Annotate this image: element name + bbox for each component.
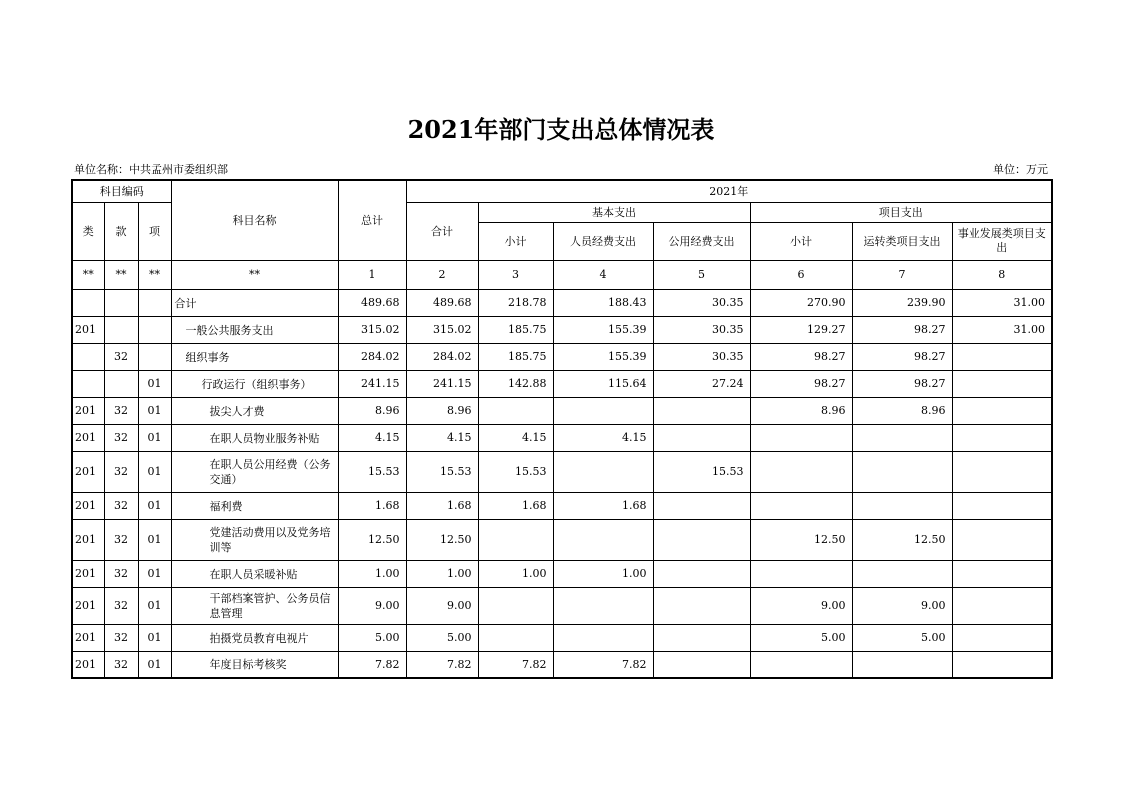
cell-heji: 1.68: [406, 492, 478, 519]
cell-basic-subtotal: 185.75: [478, 316, 553, 343]
cell-transfer: [852, 492, 952, 519]
cell-heji: 315.02: [406, 316, 478, 343]
header-subject-name: 科目名称: [171, 180, 338, 260]
cell-project-subtotal: 98.27: [750, 370, 852, 397]
cell-subject-name: 党建活动费用以及党务培训等: [171, 519, 338, 560]
cell-heji: 4.15: [406, 424, 478, 451]
cell-basic-subtotal: 7.82: [478, 651, 553, 678]
cell-heji: 241.15: [406, 370, 478, 397]
cell-heji: 7.82: [406, 651, 478, 678]
cell-transfer: [852, 424, 952, 451]
cell-xiang: [138, 289, 171, 316]
header-heji: 合计: [406, 202, 478, 260]
table-body: [72, 289, 1052, 678]
cell-xiang: 01: [138, 492, 171, 519]
cell-transfer: 8.96: [852, 397, 952, 424]
cell-public: 27.24: [653, 370, 750, 397]
cell-public: [653, 424, 750, 451]
cell-project-subtotal: [750, 492, 852, 519]
cell-basic-subtotal: [478, 519, 553, 560]
cell-total: 241.15: [338, 370, 406, 397]
cell-subject-name: 干部档案管护、公务员信息管理: [171, 587, 338, 624]
cell-basic-subtotal: [478, 624, 553, 651]
cell-heji: 284.02: [406, 343, 478, 370]
table-row: [72, 624, 1052, 651]
cell-subject-name: 年度目标考核奖: [171, 651, 338, 678]
cell-public: [653, 397, 750, 424]
cell-kuan: 32: [104, 560, 138, 587]
marker-cell: 5: [653, 260, 750, 289]
cell-project-subtotal: [750, 424, 852, 451]
cell-subject-name: 拔尖人才费: [171, 397, 338, 424]
header-kuan: 款: [104, 202, 138, 260]
cell-development: [952, 587, 1052, 624]
cell-xiang: 01: [138, 519, 171, 560]
cell-xiang: [138, 316, 171, 343]
table-row: [72, 492, 1052, 519]
marker-row: [72, 260, 1052, 289]
cell-basic-subtotal: 218.78: [478, 289, 553, 316]
cell-transfer: 12.50: [852, 519, 952, 560]
cell-heji: 489.68: [406, 289, 478, 316]
marker-cell: **: [72, 260, 104, 289]
cell-subject-name: 在职人员物业服务补贴: [171, 424, 338, 451]
cell-development: [952, 624, 1052, 651]
header-development: 事业发展类项目支出: [952, 222, 1052, 260]
header-basic-subtotal: 小计: [478, 222, 553, 260]
cell-lei: [72, 289, 104, 316]
cell-subject-name: 组织事务: [171, 343, 338, 370]
cell-project-subtotal: [750, 651, 852, 678]
cell-total: 5.00: [338, 624, 406, 651]
cell-development: [952, 451, 1052, 492]
cell-heji: 12.50: [406, 519, 478, 560]
cell-public: 30.35: [653, 289, 750, 316]
header-project: 项目支出: [750, 202, 1052, 222]
table-row: [72, 397, 1052, 424]
cell-personnel: 1.00: [553, 560, 653, 587]
cell-project-subtotal: [750, 560, 852, 587]
marker-cell: **: [171, 260, 338, 289]
cell-xiang: 01: [138, 370, 171, 397]
cell-xiang: 01: [138, 397, 171, 424]
cell-lei: 201: [72, 519, 104, 560]
header-basic: 基本支出: [478, 202, 750, 222]
cell-public: [653, 560, 750, 587]
cell-public: [653, 519, 750, 560]
cell-transfer: 239.90: [852, 289, 952, 316]
cell-development: [952, 370, 1052, 397]
unit-name-label: 单位名称：中共孟州市委组织部: [74, 163, 228, 176]
cell-public: [653, 587, 750, 624]
cell-total: 489.68: [338, 289, 406, 316]
marker-cell: 6: [750, 260, 852, 289]
cell-lei: 201: [72, 560, 104, 587]
cell-development: [952, 651, 1052, 678]
cell-development: [952, 492, 1052, 519]
header-code-group: 科目编码: [72, 180, 171, 202]
header-total: 总计: [338, 180, 406, 260]
cell-kuan: 32: [104, 424, 138, 451]
cell-public: 30.35: [653, 316, 750, 343]
header-lei: 类: [72, 202, 104, 260]
cell-heji: 8.96: [406, 397, 478, 424]
cell-xiang: 01: [138, 451, 171, 492]
cell-personnel: 4.15: [553, 424, 653, 451]
cell-transfer: [852, 651, 952, 678]
marker-cell: 1: [338, 260, 406, 289]
cell-total: 315.02: [338, 316, 406, 343]
cell-project-subtotal: 270.90: [750, 289, 852, 316]
cell-development: 31.00: [952, 316, 1052, 343]
marker-cell: **: [138, 260, 171, 289]
cell-personnel: [553, 624, 653, 651]
cell-subject-name: 合计: [171, 289, 338, 316]
cell-lei: [72, 343, 104, 370]
cell-transfer: 98.27: [852, 316, 952, 343]
table-row: [72, 370, 1052, 397]
cell-kuan: [104, 370, 138, 397]
cell-project-subtotal: 9.00: [750, 587, 852, 624]
cell-lei: 201: [72, 316, 104, 343]
table-row: [72, 289, 1052, 316]
unit-label: 单位：万元: [993, 163, 1048, 176]
cell-kuan: 32: [104, 651, 138, 678]
cell-kuan: 32: [104, 587, 138, 624]
cell-xiang: 01: [138, 424, 171, 451]
cell-kuan: 32: [104, 492, 138, 519]
cell-personnel: 1.68: [553, 492, 653, 519]
table-row: [72, 587, 1052, 624]
header-transfer: 运转类项目支出: [852, 222, 952, 260]
cell-total: 8.96: [338, 397, 406, 424]
cell-kuan: 32: [104, 624, 138, 651]
cell-xiang: 01: [138, 651, 171, 678]
cell-lei: 201: [72, 424, 104, 451]
cell-development: [952, 560, 1052, 587]
cell-kuan: [104, 316, 138, 343]
cell-personnel: 155.39: [553, 343, 653, 370]
cell-public: 30.35: [653, 343, 750, 370]
cell-project-subtotal: 5.00: [750, 624, 852, 651]
cell-public: [653, 624, 750, 651]
cell-subject-name: 拍摄党员教育电视片: [171, 624, 338, 651]
table-header: [72, 180, 1052, 289]
cell-kuan: 32: [104, 519, 138, 560]
cell-lei: 201: [72, 451, 104, 492]
cell-lei: 201: [72, 651, 104, 678]
cell-basic-subtotal: [478, 397, 553, 424]
cell-lei: 201: [72, 492, 104, 519]
cell-personnel: 188.43: [553, 289, 653, 316]
cell-transfer: 9.00: [852, 587, 952, 624]
cell-total: 4.15: [338, 424, 406, 451]
marker-cell: 2: [406, 260, 478, 289]
cell-xiang: [138, 343, 171, 370]
cell-kuan: 32: [104, 397, 138, 424]
cell-transfer: 98.27: [852, 370, 952, 397]
table-row: [72, 519, 1052, 560]
table-row: [72, 560, 1052, 587]
page-title: 2021年部门支出总体情况表: [407, 115, 715, 144]
cell-xiang: 01: [138, 624, 171, 651]
header-public: 公用经费支出: [653, 222, 750, 260]
cell-personnel: [553, 451, 653, 492]
cell-xiang: 01: [138, 587, 171, 624]
cell-lei: 201: [72, 587, 104, 624]
cell-basic-subtotal: 142.88: [478, 370, 553, 397]
cell-subject-name: 在职人员采暖补贴: [171, 560, 338, 587]
cell-transfer: [852, 560, 952, 587]
cell-development: [952, 519, 1052, 560]
table-row: [72, 424, 1052, 451]
cell-project-subtotal: 8.96: [750, 397, 852, 424]
cell-personnel: 115.64: [553, 370, 653, 397]
cell-total: 7.82: [338, 651, 406, 678]
cell-total: 15.53: [338, 451, 406, 492]
cell-project-subtotal: 129.27: [750, 316, 852, 343]
cell-subject-name: 行政运行（组织事务）: [171, 370, 338, 397]
cell-basic-subtotal: [478, 587, 553, 624]
cell-basic-subtotal: 185.75: [478, 343, 553, 370]
cell-project-subtotal: 98.27: [750, 343, 852, 370]
table-row: [72, 316, 1052, 343]
marker-cell: 7: [852, 260, 952, 289]
cell-heji: 1.00: [406, 560, 478, 587]
marker-cell: **: [104, 260, 138, 289]
cell-transfer: 98.27: [852, 343, 952, 370]
cell-heji: 15.53: [406, 451, 478, 492]
table-row: [72, 343, 1052, 370]
cell-personnel: [553, 397, 653, 424]
cell-kuan: 32: [104, 451, 138, 492]
cell-total: 9.00: [338, 587, 406, 624]
cell-basic-subtotal: 4.15: [478, 424, 553, 451]
cell-personnel: [553, 587, 653, 624]
table-row: [72, 451, 1052, 492]
cell-basic-subtotal: 1.68: [478, 492, 553, 519]
cell-lei: 201: [72, 397, 104, 424]
cell-development: [952, 424, 1052, 451]
cell-basic-subtotal: 15.53: [478, 451, 553, 492]
cell-lei: 201: [72, 624, 104, 651]
cell-public: [653, 651, 750, 678]
cell-kuan: [104, 289, 138, 316]
header-year: 2021年: [406, 180, 1052, 202]
cell-development: [952, 343, 1052, 370]
header-personnel: 人员经费支出: [553, 222, 653, 260]
header-project-subtotal: 小计: [750, 222, 852, 260]
cell-basic-subtotal: 1.00: [478, 560, 553, 587]
cell-development: 31.00: [952, 289, 1052, 316]
cell-transfer: 5.00: [852, 624, 952, 651]
cell-kuan: 32: [104, 343, 138, 370]
cell-heji: 9.00: [406, 587, 478, 624]
expenditure-table: [71, 179, 1053, 679]
cell-total: 1.00: [338, 560, 406, 587]
table-row: [72, 651, 1052, 678]
header-xiang: 项: [138, 202, 171, 260]
marker-cell: 8: [952, 260, 1052, 289]
cell-public: [653, 492, 750, 519]
cell-development: [952, 397, 1052, 424]
cell-personnel: [553, 519, 653, 560]
cell-subject-name: 福利费: [171, 492, 338, 519]
cell-total: 284.02: [338, 343, 406, 370]
marker-cell: 4: [553, 260, 653, 289]
cell-lei: [72, 370, 104, 397]
cell-subject-name: 在职人员公用经费（公务交通）: [171, 451, 338, 492]
cell-personnel: 155.39: [553, 316, 653, 343]
cell-total: 12.50: [338, 519, 406, 560]
cell-personnel: 7.82: [553, 651, 653, 678]
cell-transfer: [852, 451, 952, 492]
cell-public: 15.53: [653, 451, 750, 492]
cell-project-subtotal: [750, 451, 852, 492]
cell-subject-name: 一般公共服务支出: [171, 316, 338, 343]
cell-total: 1.68: [338, 492, 406, 519]
cell-project-subtotal: 12.50: [750, 519, 852, 560]
cell-heji: 5.00: [406, 624, 478, 651]
cell-xiang: 01: [138, 560, 171, 587]
marker-cell: 3: [478, 260, 553, 289]
